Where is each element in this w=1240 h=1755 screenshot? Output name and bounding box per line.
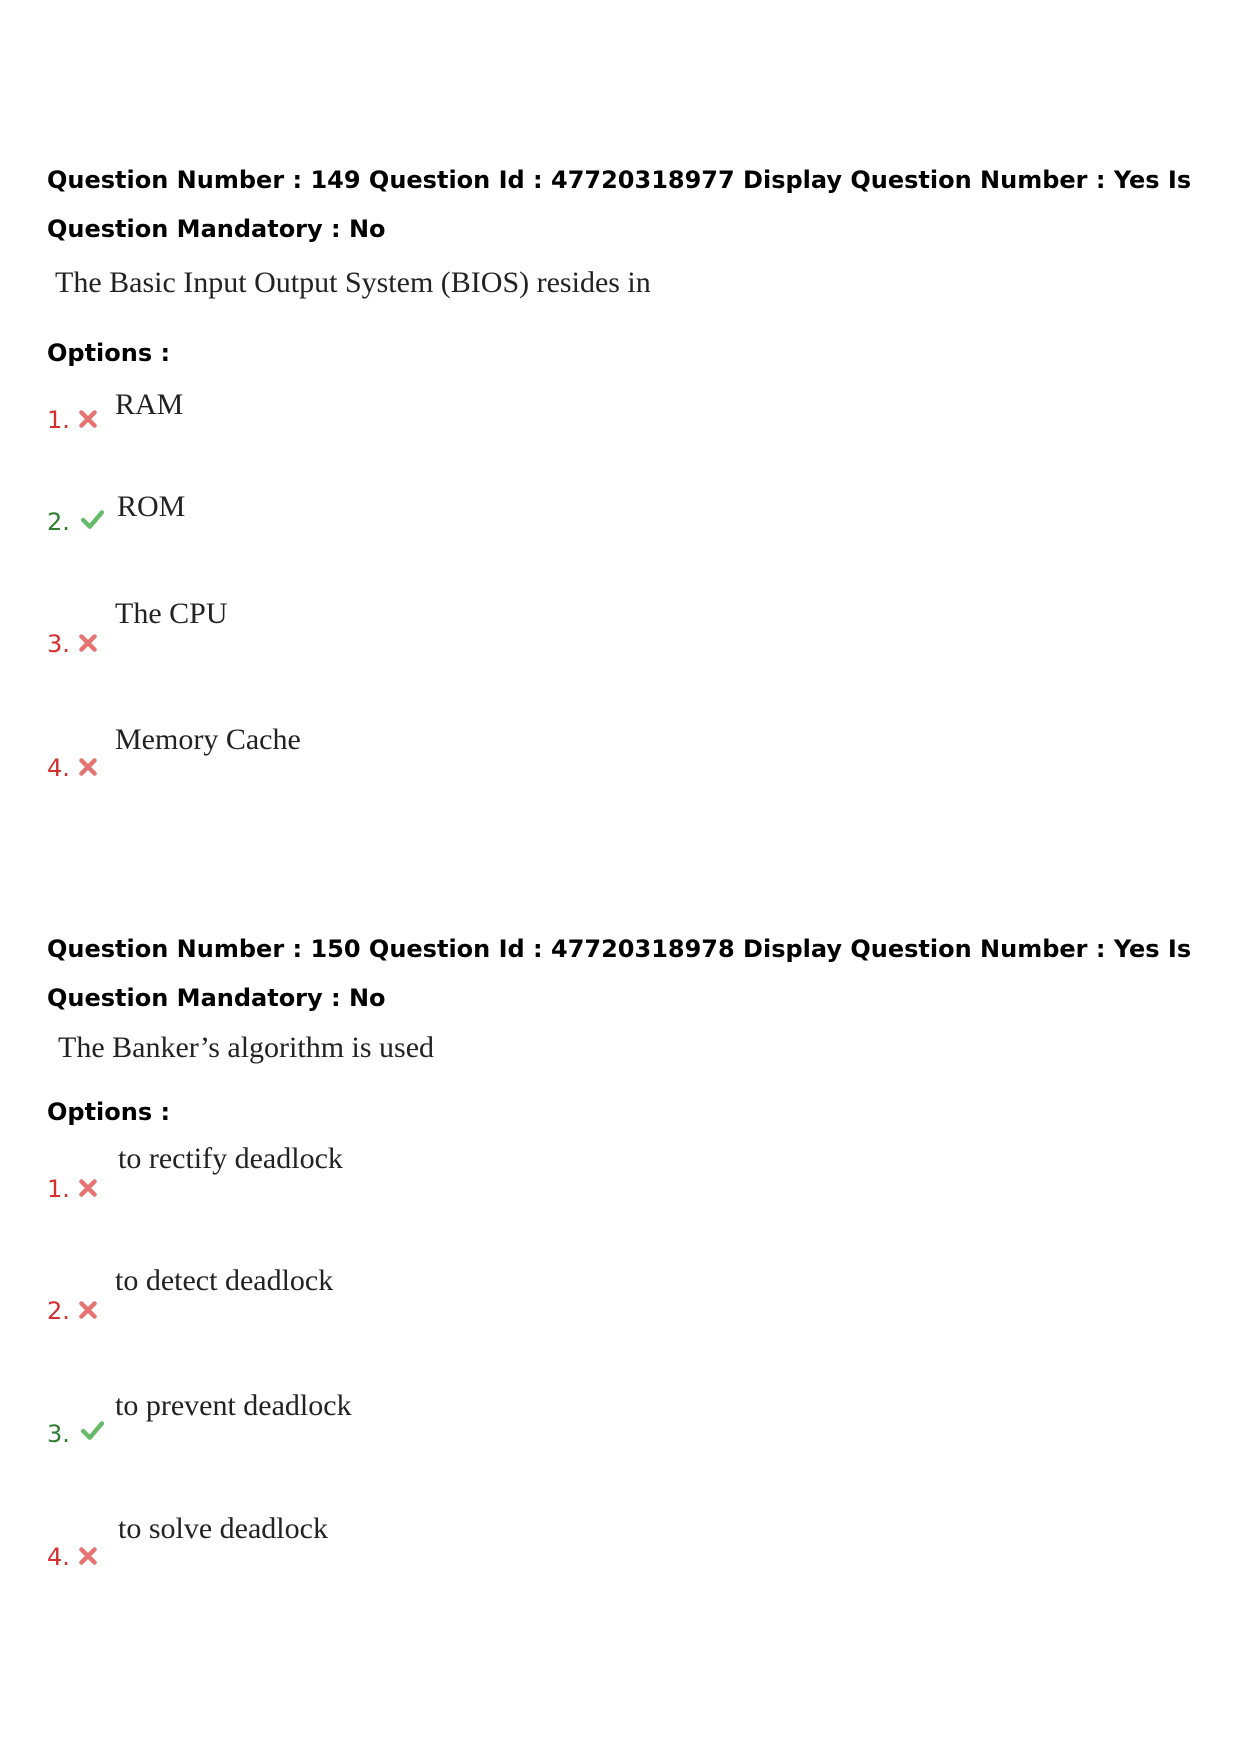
question-block-149 bbox=[47, 156, 1207, 782]
option-number: 4. bbox=[47, 1543, 70, 1571]
option-number: 3. bbox=[47, 1420, 70, 1448]
option-text: The CPU bbox=[115, 597, 228, 630]
option-3 bbox=[47, 597, 747, 660]
option-number: 2. bbox=[47, 1297, 70, 1325]
option-text: to solve deadlock bbox=[118, 1512, 328, 1545]
cross-icon bbox=[77, 1545, 99, 1567]
cross-icon bbox=[77, 632, 99, 654]
cross-icon bbox=[77, 1177, 99, 1199]
option-text: Memory Cache bbox=[115, 723, 301, 756]
cross-icon bbox=[77, 756, 99, 778]
option-number: 3. bbox=[47, 630, 70, 658]
question-block-150 bbox=[47, 925, 1207, 1571]
cross-icon bbox=[77, 408, 99, 430]
option-text: to detect deadlock bbox=[115, 1264, 334, 1297]
option-text: RAM bbox=[115, 388, 184, 421]
question-text: The Basic Input Output System (BIOS) resides in bbox=[55, 266, 651, 299]
option-text: ROM bbox=[117, 490, 186, 523]
option-text: to rectify deadlock bbox=[118, 1142, 343, 1175]
check-icon bbox=[79, 508, 105, 530]
options-heading: Options : bbox=[47, 1098, 171, 1126]
question-header: Question Number : 149 Question Id : 47720318977 Display Question Number : Yes Is Question Mandatory : No bbox=[47, 166, 1192, 243]
option-2 bbox=[47, 492, 747, 552]
option-number: 1. bbox=[47, 1175, 70, 1203]
question-header: Question Number : 150 Question Id : 47720318978 Display Question Number : Yes Is Question Mandatory : No bbox=[47, 935, 1192, 1012]
check-icon bbox=[79, 1419, 105, 1441]
options-heading: Options : bbox=[47, 339, 171, 367]
option-1 bbox=[47, 1142, 747, 1205]
option-number: 4. bbox=[47, 754, 70, 782]
option-4 bbox=[47, 1512, 747, 1575]
question-text: The Banker’s algorithm is used bbox=[58, 1031, 435, 1064]
option-number: 2. bbox=[47, 508, 70, 536]
option-4 bbox=[47, 723, 747, 786]
option-number: 1. bbox=[47, 406, 70, 434]
option-2 bbox=[47, 1265, 747, 1325]
cross-icon bbox=[77, 1299, 99, 1321]
option-1 bbox=[47, 388, 747, 448]
option-3 bbox=[47, 1389, 747, 1452]
option-text: to prevent deadlock bbox=[115, 1389, 352, 1422]
